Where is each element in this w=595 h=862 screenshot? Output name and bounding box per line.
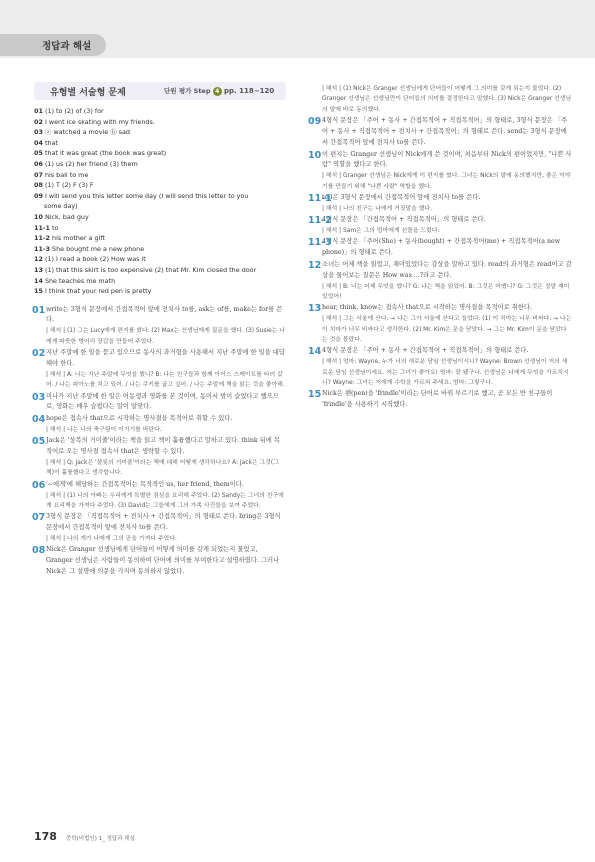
translation-text: | 해석 | 그는 서울에 산다. → 나는 그가 서울에 산다고 들었다. (1) 이 치마는 너무 비싸다. → 나는 이 치마가 너무 비싸다고 생각한다. (2) Mr. Kim은 문을 닫았다. → 그는 Mr. Kim이 문을 닫았다는 것을 몰랐다. — [322, 316, 572, 344]
explanation-body: 소녀는 어제 책을 읽었고, 재미있었다는 감상을 말하고 있다. read의 과거형은 read이고 감상을 물어보는 질문은 How was ...?라고 쓴다. — [322, 261, 572, 279]
answer-row — [34, 212, 286, 223]
explanation-item — [34, 436, 286, 478]
answer-row — [34, 286, 286, 297]
translation-text: | 해석 | Sam은 그의 엄마에게 선물을 드렸다. — [322, 228, 440, 235]
explanation-number: 07 — [32, 512, 46, 524]
answer-row — [34, 201, 286, 212]
answer-row — [34, 191, 286, 202]
explanations-left — [34, 305, 286, 578]
answer-number: 08 — [34, 181, 43, 190]
explanation-body: 3형식 문장은 「직접목적어 + 전치사 + 간접목적어」의 형태로 쓴다. bring은 3형식 문장에서 간접목적어 앞에 전치사 to를 쓴다. — [46, 513, 281, 532]
answer-text: his ball to me — [44, 170, 89, 179]
explanations-right — [310, 84, 572, 411]
translation-text: | 해석 | 나의 친구는 나에게 거짓말을 했다. — [322, 205, 432, 212]
header-tab-label: 정답과 해설 — [42, 41, 92, 52]
answer-number: 09 — [34, 191, 43, 200]
explanation-number: 09 — [308, 116, 322, 128]
answer-row — [34, 170, 286, 181]
answer-text: to — [52, 223, 59, 232]
explanation-number: 10 — [308, 149, 322, 161]
step-circle-icon: 4 — [213, 87, 222, 96]
right-column — [310, 84, 572, 412]
answer-number: 01 — [34, 107, 43, 115]
explanation-body: 이 편지는 Granger 선생님이 Nick에게 쓴 것이며, 처음부터 Nick의 편이었지만, "나쁜 사람" 역할을 했다고 한다. — [322, 150, 572, 169]
explanation-number: 11-2 — [308, 215, 332, 227]
answer-row — [34, 117, 286, 128]
answer-text: She bought me a new phone — [52, 244, 145, 253]
translation-text: | 해석 | 엄마: Wayne, 누가 너의 새로운 담임 선생님이시니? Wayne: Brown 선생님이 저의 새로운 담임 선생님이세요. 저는 그녀가 좋아요! 엄마: 잘 됐구나. 선생님은 너에게 무엇을 가르치시니? Wayne: 그녀는 저에게 수학을 가르쳐 주세요. 엄마: 그렇구나. — [322, 359, 569, 387]
answer-number: 15 — [34, 287, 43, 296]
translation-text: | 해석 | Q: Jack은 '샬롯의 거미줄'이라는 책에 대해 어떻게 생각하나요? A: Jack은 그것(그 책)이 훌륭했다고 생각합니다. — [46, 459, 279, 477]
answer-row — [34, 127, 286, 138]
explanation-body: 4형식 문장은 「주어 + 동사 + 간접목적어 + 직접목적어」의 형태로 쓴다. — [322, 347, 529, 355]
explanation-body: 4형식 문장은 「주어 + 동사 + 간접목적어 + 직접목적어」의 형태로, 3형식 문장은 「주어 + 동사 + 직접목적어 + 전치사 + 간접목적어」의 형태로 쓴다. send는 3형식 문장에서 간접목적어 앞에 전치사 to를 쓴다. — [322, 117, 568, 146]
answer-number: 11-2 — [34, 234, 50, 243]
answer-number: 11-1 — [34, 223, 50, 232]
explanation-item — [34, 348, 286, 390]
answer-row — [34, 244, 286, 255]
explanation-body: hear, think, know는 접속사 that으로 시작하는 명사절을 목적어로 취한다. — [322, 304, 533, 312]
explanation-item — [34, 545, 286, 577]
left-column — [34, 82, 286, 579]
translation-text: | 해석 | (1) 그는 Lucy에게 편지를 썼다. (2) Max는 선생님에게 질문을 했다. (3) Susie는 나에게 따뜻한 벙어리 장갑을 만들어 주었다. — [46, 328, 286, 345]
answer-text: that — [44, 138, 58, 147]
answer-number: 06 — [34, 159, 43, 168]
answer-number: 13 — [34, 265, 43, 274]
answer-text: (1) I read a book (2) How was it — [44, 255, 146, 264]
explanation-item — [310, 389, 572, 411]
explanation-number: 12 — [308, 260, 322, 272]
explanation-item — [34, 392, 286, 414]
answer-row — [34, 106, 286, 117]
translation-text: | 해석 | B: 너는 어제 무엇을 했니? G: 나는 책을 읽었어. B: 그것은 어땠니? G: 그것은 정말 재미있었어! — [322, 283, 570, 301]
answer-row — [34, 159, 286, 170]
explanation-body: '~에게'에 해당하는 간접목적어는 목적격인 us, her friend, them이다. — [46, 480, 244, 488]
answer-number: 10 — [34, 212, 43, 221]
answer-text: I went ice skating with my friends. — [44, 117, 155, 126]
answer-number: 03 — [34, 128, 43, 137]
answer-text: (1) T (2) F (3) F — [44, 181, 94, 190]
answer-text: Nick, bad guy — [44, 212, 89, 221]
translation-text: | 해석 | 나의 개가 나에게 그의 공을 가져다 주었다. — [46, 535, 177, 542]
answer-text: his mother a gift — [52, 234, 105, 243]
explanation-body: Nick은 펜(pen)을 'frindle'이라는 단어로 바꿔 부르기로 했고, 곧 모든 반 친구들이 'frindle'을 사용하기 시작했다. — [322, 390, 553, 409]
answer-text: I think that your red pen is pretty — [44, 287, 152, 296]
explanation-body: hope은 접속사 that으로 시작하는 명사절을 목적어로 취할 수 있다. — [46, 415, 233, 423]
explanation-item — [310, 237, 572, 259]
explanation-number: 13 — [308, 303, 322, 315]
answer-number: 02 — [34, 117, 43, 126]
explanation-body: Jack은 '상복의 거미줄'이라는 책을 읽고 책이 훌륭했다고 말하고 있다. think 뒤에 목적어로 오는 명사절 접속사 that은 생략할 수 있다. — [46, 437, 280, 456]
footer-text: 중학(비법인) 1_ 정답과 해설 — [66, 836, 135, 842]
answer-text: (1) us (2) her friend (3) them — [44, 159, 138, 168]
answer-number: 05 — [34, 149, 43, 158]
answer-text: She teaches me math — [44, 276, 116, 285]
answer-row — [34, 223, 286, 234]
explanation-number: 06 — [32, 479, 46, 491]
explanation-item — [34, 414, 286, 435]
explanation-body: 지난 주말에 한 일을 묻고 있으므로 동사의 과거형을 사용해서 지난 주말에 한 일을 대답해야 한다. — [46, 349, 285, 367]
section-title-bar — [34, 82, 286, 100]
answer-number: 07 — [34, 170, 43, 179]
explanation-item — [34, 305, 286, 347]
explanation-number: 14 — [308, 346, 322, 358]
explanation-body: Nick은 Granger 선생님에게 단어들이 어떻게 의미를 갖게 되었는지 물었고, Granger 선생님은 사람들이 동의하여 단어에 의미를 부여한다고 설명하였다. 그러나 Nick은 그 설명에 의문을 가지며 동의하지 않았다. — [46, 546, 280, 575]
explanation-item — [310, 346, 572, 388]
answer-number: 04 — [34, 138, 43, 147]
explanation-number: 11-1 — [308, 193, 332, 205]
answer-number: 14 — [34, 276, 43, 285]
translation-text: | 해석 | Granger 선생님은 Nick에게 이 편지를 썼다. 그녀는 Nick의 말에 동의했지만, 좋은 이야기를 만들기 위해 "나쁜 사람" 역할을 했다. — [322, 173, 571, 190]
explanation-number: 15 — [308, 389, 322, 401]
explanation-item — [310, 84, 572, 115]
translation-text: | 해석 | 나는 나의 축구팀이 이기기를 바란다. — [46, 426, 162, 433]
page-number: 178 — [34, 830, 57, 843]
explanation-body: tell은 3형식 문장에서 간접목적어 앞에 전치사 to를 쓴다. — [322, 194, 481, 202]
answer-number: 12 — [34, 255, 43, 264]
answer-row — [34, 276, 286, 287]
answer-text: some day) — [44, 202, 78, 211]
explanation-item — [34, 512, 286, 544]
explanation-item — [310, 303, 572, 345]
translation-text: | 해석 | (1) 나의 아빠는 우리에게 특별한 점심을 요리해 주었다. (2) Sandy는 그녀의 친구에게 요리책을 가져다 주었다. (3) David는 그들에게 그의 가족 사진들을 보여 주었다. — [46, 492, 284, 509]
answer-text: I will send you this letter some day (I will send this letter to you — [44, 191, 249, 200]
answer-row — [34, 138, 286, 149]
explanation-body: 4형식 문장은 「간접목적어 + 직접목적어」의 형태로 쓴다. — [322, 216, 486, 224]
answer-row — [34, 233, 286, 244]
explanation-number: 08 — [32, 545, 46, 557]
explanation-number: 11-3 — [308, 237, 332, 249]
answer-number: 11-3 — [34, 244, 50, 253]
explanation-item — [310, 150, 572, 192]
translation-text: | 해석 | A: 너는 지난 주말에 무엇을 했니? B: 나는 친구들과 함께 아이스 스케이트를 타러 갔어. / 나는 피아노를 치고 있어. / 나는 쿠키를 굽고 싶어. / 나는 주말에 책을 읽는 것을 좋아해. — [46, 371, 285, 389]
answer-list — [34, 106, 286, 297]
explanation-item — [310, 116, 572, 148]
answer-row — [34, 265, 286, 276]
explanation-body: 미나가 지난 주말에 한 일은 어동생과 영화를 본 것이며, 동이서 밤이 슬었다고 했으므로, 영화는 매우 슬펐다는 말이 알맞다. — [46, 392, 279, 411]
explanation-number: 01 — [32, 304, 46, 316]
header-tab — [0, 34, 106, 56]
translation-text: | 해석 | (1) Nick은 Granger 선생님에게 단어들이 어떻게 그 의미를 갖게 되는지 물었다. (2) Granger 선생님은 선생님만이 단어들의 의미를 결정한다고 말했다. (3) Nick은 Granger 선생님의 말에 바로 동의했다. — [322, 86, 572, 113]
answer-row — [34, 148, 286, 159]
explanation-item — [310, 215, 572, 236]
explanation-body: write는 3형식 문장에서 간접목적어 앞에 전치사 to를, ask는 of를, make는 for를 쓴다. — [46, 305, 283, 324]
badge-pages: pp. 118~120 — [224, 87, 275, 95]
explanation-body: 4형식 문장은 「주어(She) + 동사(bought) + 간접목적어(me) + 직접목적어(a new phone)」의 형태로 쓴다. — [322, 238, 561, 257]
answer-row — [34, 180, 286, 191]
explanation-number: 05 — [32, 436, 46, 448]
answer-text: ⓐ watched a movie ⓑ sad — [44, 128, 130, 137]
explanation-item — [310, 193, 572, 214]
answer-row — [34, 254, 286, 265]
answer-text: (1) that this skirt is too expensive (2) that Mr. Kim closed the door — [44, 265, 257, 274]
explanation-item — [34, 480, 286, 512]
section-title: 유형별 서술형 문제 — [50, 88, 126, 98]
explanation-number: 04 — [32, 414, 46, 426]
explanation-item — [310, 260, 572, 302]
explanation-number: 02 — [32, 348, 46, 360]
section-badge — [164, 86, 274, 96]
answer-text: that it was great (the book was great) — [44, 149, 167, 158]
explanation-number: 03 — [32, 391, 46, 403]
badge-prefix: 단원 평가 Step — [164, 87, 211, 95]
answer-text: (1) to (2) of (3) for — [44, 107, 104, 115]
